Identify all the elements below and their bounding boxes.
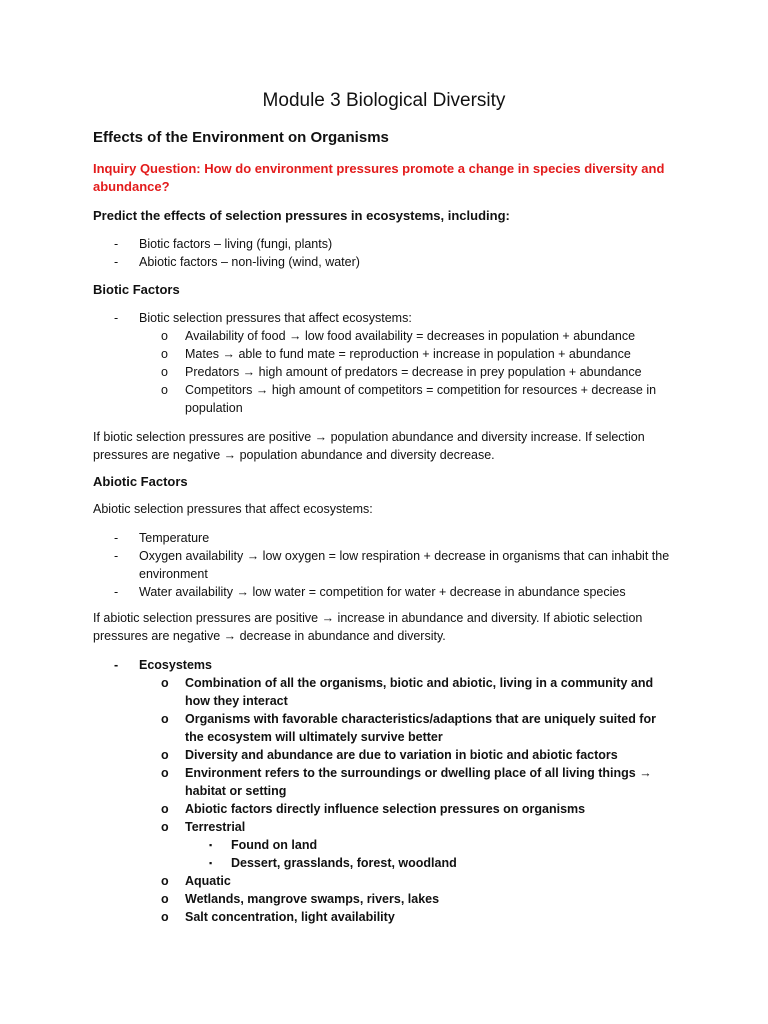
biotic-list [114,309,674,417]
list-item: o Diversity and abundance are due to variation in biotic and abiotic factors [161,748,618,762]
list-item: - Biotic factors – living (fungi, plants) [114,237,333,251]
page-title: Module 3 Biological Diversity [262,90,506,111]
list-item: o Salt concentration, light availability [161,910,395,924]
list-item: o Wetlands, mangrove swamps, rivers, lakes [161,892,440,906]
predict-list [114,235,674,271]
list-item: o Organisms with favorable characteristics/adaptions that are uniquely suited for the ecosystem will ultimately survive better [161,712,656,744]
list-item: - Biotic selection pressures that affect ecosystems: o Availability of food → low food availability = decreases in population + abundance o Mates → able to fund mate = reproduction + increase in population + abundance o Predators → high amount of predators = decrease in prey population + abundance o Competitors → high amount of competitors = competition for resources + decrease in population [114,309,674,417]
biotic-summary: If biotic selection pressures are positive → population abundance and diversity increase. If selection pressures are negative → population abundance and diversity decrease. [93,430,645,462]
list-item: o Abiotic factors directly influence selection pressures on organisms [161,802,586,816]
list-item: - Temperature [114,531,210,545]
list-item: ▪ Found on land [209,838,318,852]
ecosystems-label: Ecosystems [139,658,212,672]
list-item: - Water availability → low water = competition for water + decrease in abundance species [114,585,626,599]
list-item: o Availability of food → low food availability = decreases in population + abundance [161,329,636,343]
section-heading: Effects of the Environment on Organisms [93,129,389,146]
list-item: o Mates → able to fund mate = reproduction + increase in population + abundance [161,347,631,361]
abiotic-heading: Abiotic Factors [93,474,188,489]
list-item: - Oxygen availability → low oxygen = low respiration + decrease in organisms that can inhabit the environment [114,549,670,581]
abiotic-intro: Abiotic selection pressures that affect ecosystems: [93,502,373,516]
ecosystems-sublist [161,674,674,926]
list-item: o Predators → high amount of predators = decrease in prey population + abundance [161,365,642,379]
terrestrial-sublist [209,836,674,872]
biotic-heading: Biotic Factors [93,282,180,297]
list-item: o Environment refers to the surroundings or dwelling place of all living things → habitat or setting [161,766,652,798]
list-item: o Competitors → high amount of competitors = competition for resources + decrease in population [161,383,657,415]
abiotic-summary: If abiotic selection pressures are positive → increase in abundance and diversity. If abiotic selection pressures are negative → decrease in abundance and diversity. [93,611,643,643]
list-item: - Ecosystems o Combination of all the organisms, biotic and abiotic, living in a community and how they interact o Organisms with favorable characteristics/adaptions that are uniquely suited for the ecosystem will ultimately survive better o Diversity and abundance are due to variation in biotic and abiotic factors o Environment refers to the surroundings or dwelling place of all living things → habitat or setting o Abiotic factors directly influence selection pressures on organisms o Terrestrial ▪ Found on land ▪ Dessert, grasslands, forest, woodland o Aquatic o Wetlands, mangrove swamps, rivers, lakes o Salt concentration, light availability [114,656,674,926]
list-item: - Abiotic factors – non-living (wind, water) [114,255,360,269]
abiotic-list [114,529,674,601]
list-item: o Terrestrial ▪ Found on land ▪ Dessert, grasslands, forest, woodland [161,818,674,872]
biotic-sublist [161,327,674,417]
list-item: o Combination of all the organisms, biotic and abiotic, living in a community and how they interact [161,676,654,708]
predict-heading: Predict the effects of selection pressures in ecosystems, including: [93,208,510,223]
list-item: ▪ Dessert, grasslands, forest, woodland [209,856,457,870]
list-item: o Aquatic [161,874,231,888]
ecosystems-list [114,656,674,926]
inquiry-question: Inquiry Question: How do environment pressures promote a change in species diversity and abundance? [93,161,665,194]
